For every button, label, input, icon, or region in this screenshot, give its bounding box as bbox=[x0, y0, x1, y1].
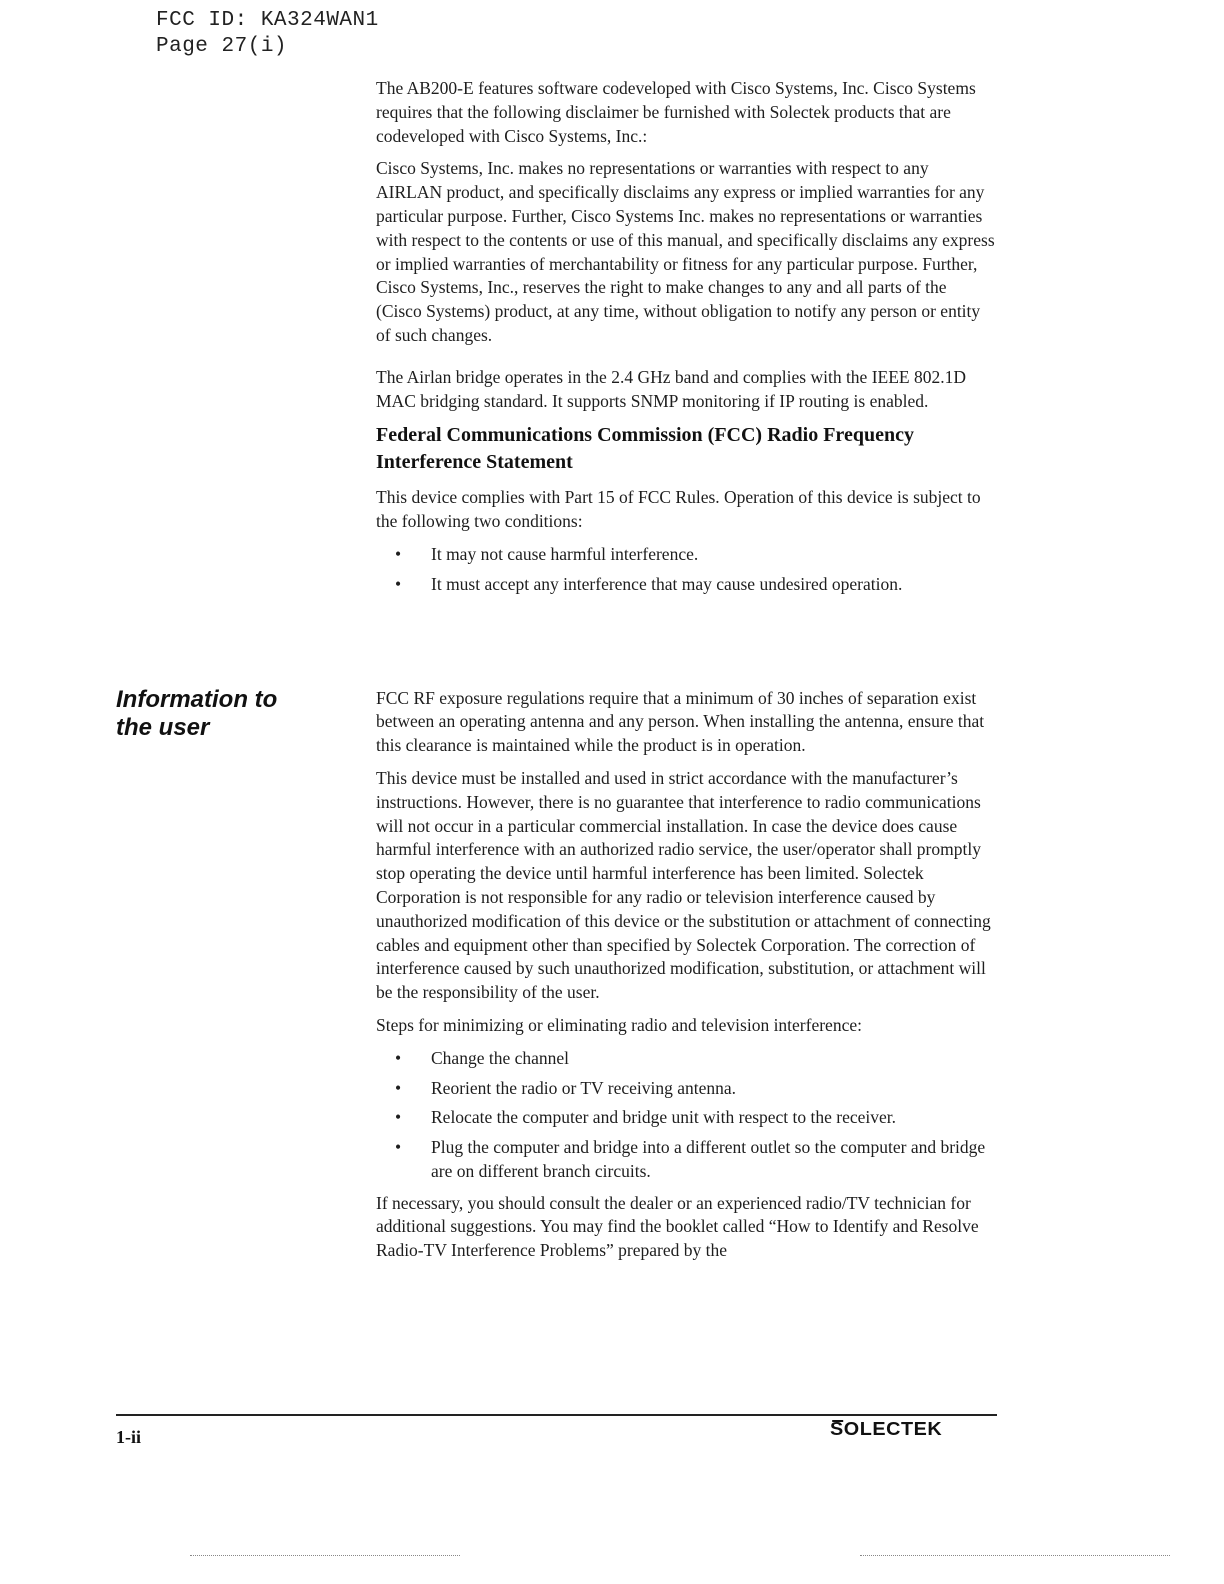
footer-page-number: 1-ii bbox=[116, 1427, 141, 1447]
bullet-icon: • bbox=[395, 573, 402, 594]
logo-overline bbox=[832, 1420, 843, 1422]
list-item-text: It must accept any interference that may cause undesired operation. bbox=[431, 573, 903, 594]
footer-divider bbox=[116, 1414, 997, 1416]
list-item bbox=[376, 543, 996, 567]
paragraph-steps-intro: Steps for minimizing or eliminating radio and television interference: bbox=[376, 1014, 862, 1035]
page-number-header: Page 27(i) bbox=[156, 35, 288, 58]
paragraph-part15: This device complies with Part 15 of FCC Rules. Operation of this device is subject to the following two conditions: bbox=[376, 487, 981, 532]
paragraph-installation: This device must be installed and used in strict accordance with the manufacturer’s instructions. However, there is no guarantee that interference to radio communications will not occur in a particular commercial installation. In case the device does cause harmful interference with an authorized radio service, the user/operator shall promptly stop operating the device until harmful interference has been limited. Solectek Corporation is not responsible for any radio or television interference caused by unauthorized modification of this device or the substitution or attachment of connecting cables and equipment other than specified by Solectek Corporation. The correction of interference caused by such unauthorized modification, substitution, or attachment will be the responsibility of the user. bbox=[376, 767, 991, 1003]
list-item-text: Change the channel bbox=[431, 1047, 570, 1068]
side-heading-information-to-the-user bbox=[116, 686, 277, 742]
fcc-section-heading: Federal Communications Commission (FCC) Radio Frequency Interference Statement bbox=[376, 424, 914, 474]
list-item bbox=[376, 573, 996, 597]
bullet-icon: • bbox=[395, 1137, 402, 1158]
section-spacer bbox=[376, 605, 996, 687]
side-heading-line-1: Information to bbox=[116, 686, 278, 713]
list-item-text: It may not cause harmful interference. bbox=[431, 543, 699, 564]
steps-list bbox=[376, 1047, 996, 1184]
paragraph-cisco-intro: The AB200-E features software codeveloped with Cisco Systems, Inc. Cisco Systems requires that the following disclaimer be furnished with Solectek products that are codeveloped with Cisco Systems, Inc.: bbox=[376, 78, 976, 146]
bullet-icon: • bbox=[395, 1107, 402, 1128]
paragraph-airlan-bridge: The Airlan bridge operates in the 2.4 GHz band and complies with the IEEE 802.1D MAC bridging standard. It supports SNMP monitoring if IP routing is enabled. bbox=[376, 366, 966, 411]
side-heading-line-2: the user bbox=[116, 714, 210, 741]
list-item bbox=[376, 1136, 996, 1184]
scan-artifact bbox=[860, 1555, 1170, 1556]
list-item-text: Relocate the computer and bridge unit with respect to the receiver. bbox=[431, 1107, 897, 1128]
solectek-logo bbox=[830, 1419, 942, 1440]
fcc-id: FCC ID: KA324WAN1 bbox=[156, 9, 379, 32]
list-item bbox=[376, 1077, 996, 1101]
scan-artifact bbox=[190, 1555, 460, 1556]
list-item bbox=[376, 1106, 996, 1130]
bullet-icon: • bbox=[395, 1077, 402, 1098]
paragraph-consult-dealer: If necessary, you should consult the dealer or an experienced radio/TV technician for additional suggestions. You may find the booklet called “How to Identify and Resolve Radio-TV Interference Problems” prepared by the bbox=[376, 1192, 979, 1261]
list-item-text: Plug the computer and bridge into a different outlet so the computer and bridge are on different branch circuits. bbox=[431, 1137, 986, 1181]
bullet-icon: • bbox=[395, 1047, 402, 1068]
conditions-list bbox=[376, 543, 996, 597]
list-item bbox=[376, 1047, 996, 1071]
logo-text: SOLECTEK bbox=[830, 1419, 943, 1439]
main-content bbox=[376, 77, 996, 1272]
list-item-text: Reorient the radio or TV receiving antenna. bbox=[431, 1077, 737, 1098]
bullet-icon: • bbox=[395, 543, 402, 564]
paragraph-cisco-disclaimer: Cisco Systems, Inc. makes no representations or warranties with respect to any AIRLAN product, and specifically disclaims any express or implied warranties for any particular purpose. Further, Cisco Systems Inc. makes no representations or warranties with respect to the contents or use of this manual, and specifically disclaims any express or implied warranties of merchantability or fitness for any particular purpose. Further, Cisco Systems, Inc., reserves the right to make changes to any and all parts of the (Cisco Systems) product, at any time, without obligation to notify any person or entity of such changes. bbox=[376, 158, 995, 345]
paragraph-rf-exposure: FCC RF exposure regulations require that a minimum of 30 inches of separation exist between an operating antenna and any person. When installing the antenna, ensure that this clearance is maintained while the product is in operation. bbox=[376, 687, 985, 756]
fcc-header bbox=[156, 8, 379, 60]
